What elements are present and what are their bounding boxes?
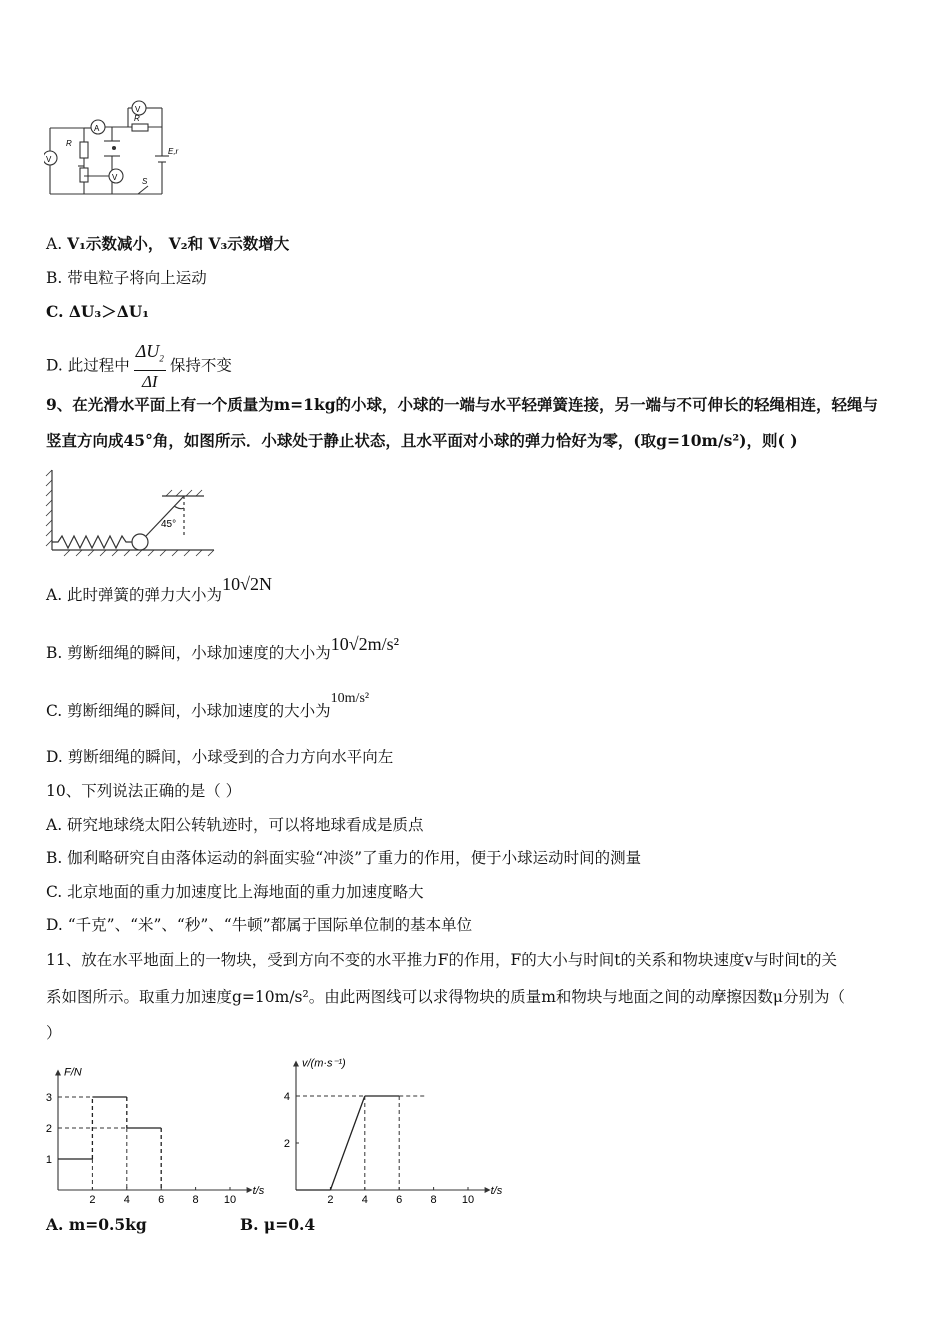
q11-option-b: B. μ=0.4 [240, 1215, 316, 1234]
q9-option-b [46, 634, 400, 664]
q11-stem-line2: 系如图所示。取重力加速度g=10m/s²。由此两图线可以求得物块的质量m和物块与地面之间的动摩擦因数μ分别为（ [46, 988, 845, 1006]
q8-option-b: B. 带电粒子将向上运动 [46, 269, 207, 287]
q9-option-b-math: 10√2m/s² [330, 634, 400, 654]
fraction-denominator: ΔI [141, 371, 158, 391]
svg-text:V: V [46, 155, 52, 164]
v-x-tick-label: 2 [327, 1194, 334, 1206]
q9-option-a-math: 10√2N [222, 574, 272, 594]
f-y-label: F/N [64, 1066, 82, 1079]
v-x-tick-label: 8 [430, 1194, 437, 1206]
fraction-numerator: ΔU [135, 341, 160, 361]
q9-option-d: D. 剪断细绳的瞬间，小球受到的合力方向水平向左 [46, 748, 394, 766]
f-x-tick-label: 4 [123, 1194, 130, 1206]
q8-option-a-text: V₁示数减小， V₂和 V₃示数增大 [67, 234, 290, 253]
q8-option-a [46, 233, 289, 255]
f-y-tick-label: 1 [45, 1154, 52, 1166]
f-x-tick-label: 8 [192, 1194, 199, 1206]
svg-text:V: V [135, 105, 141, 114]
spring-ball-figure [44, 466, 219, 558]
q9-stem-line2: 竖直方向成45°角，如图所示．小球处于静止状态，且水平面对小球的弹力恰好为零，(取g=10m/s²)，则( ) [46, 431, 798, 450]
v-y-tick-label: 4 [283, 1091, 290, 1103]
f-y-arrow [55, 1070, 61, 1076]
fraction-numerator-sub: 2 [159, 353, 164, 364]
f-x-tick-label: 6 [158, 1194, 165, 1206]
q9-option-b-text: B. 剪断细绳的瞬间，小球加速度的大小为 [46, 644, 331, 662]
v-series-segment [330, 1096, 364, 1190]
svg-text:R: R [134, 114, 140, 123]
v-x-tick-label: 6 [396, 1194, 403, 1206]
q9-option-c-math: 10m/s² [330, 691, 370, 706]
svg-text:R: R [66, 139, 72, 148]
v-x-tick-label: 10 [461, 1194, 475, 1206]
velocity-time-chart [270, 1050, 515, 1210]
svg-text:E,r: E,r [168, 147, 179, 156]
q11-stem-line3: ） [46, 1024, 62, 1042]
q10-stem: 10、下列说法正确的是（ ） [46, 782, 242, 800]
q9-option-a [46, 574, 272, 606]
q11-stem-line1: 11、放在水平地面上的一物块，受到方向不变的水平推力F的作用，F的大小与时间t的关系和物块速度v与时间t的关 [46, 951, 837, 969]
v-y-label: v/(m·s⁻¹) [302, 1057, 346, 1070]
angle-label: 45° [161, 519, 177, 530]
q8-option-d-fraction [134, 340, 166, 393]
v-y-tick-label: 2 [283, 1138, 290, 1150]
q8-option-c: C. ΔU₃＞ΔU₁ [46, 302, 150, 321]
v-x-tick-label: 4 [361, 1194, 368, 1206]
f-x-tick-label: 2 [89, 1194, 96, 1206]
q8-option-a-prefix: A. [46, 235, 68, 253]
q8-option-d-prefix: D. 此过程中 [46, 356, 130, 375]
f-x-label: t/s [252, 1185, 265, 1197]
f-x-tick-label: 10 [223, 1194, 237, 1206]
force-time-chart [40, 1050, 280, 1210]
f-y-tick-label: 3 [45, 1092, 52, 1104]
circuit-diagram [44, 96, 194, 198]
q8-option-d [46, 340, 232, 393]
q9-option-a-text: A. 此时弹簧的弹力大小为 [46, 586, 223, 604]
v-x-label: t/s [490, 1185, 503, 1197]
q10-option-a: A. 研究地球绕太阳公转轨迹时，可以将地球看成是质点 [46, 816, 424, 834]
q10-option-d: D. “千克”、“米”、“秒”、“牛顿”都属于国际单位制的基本单位 [46, 916, 473, 934]
q8-option-d-suffix: 保持不变 [169, 356, 232, 375]
q11-option-a: A. m=0.5kg [46, 1215, 147, 1234]
f-y-tick-label: 2 [45, 1123, 52, 1135]
q9-stem-line1: 9、在光滑水平面上有一个质量为m=1kg的小球，小球的一端与水平轻弹簧连接，另一端与不可伸长的轻绳相连，轻绳与 [46, 395, 879, 414]
q10-option-b: B. 伽利略研究自由落体运动的斜面实验“冲淡”了重力的作用，便于小球运动时间的测量 [46, 849, 642, 867]
svg-text:V: V [112, 173, 118, 182]
q10-option-c: C. 北京地面的重力加速度比上海地面的重力加速度略大 [46, 883, 424, 901]
svg-text:S: S [142, 177, 148, 186]
v-y-arrow [293, 1061, 299, 1067]
q9-option-c [46, 691, 370, 724]
svg-text:A: A [94, 124, 100, 133]
q9-option-c-text: C. 剪断细绳的瞬间，小球加速度的大小为 [46, 702, 331, 720]
